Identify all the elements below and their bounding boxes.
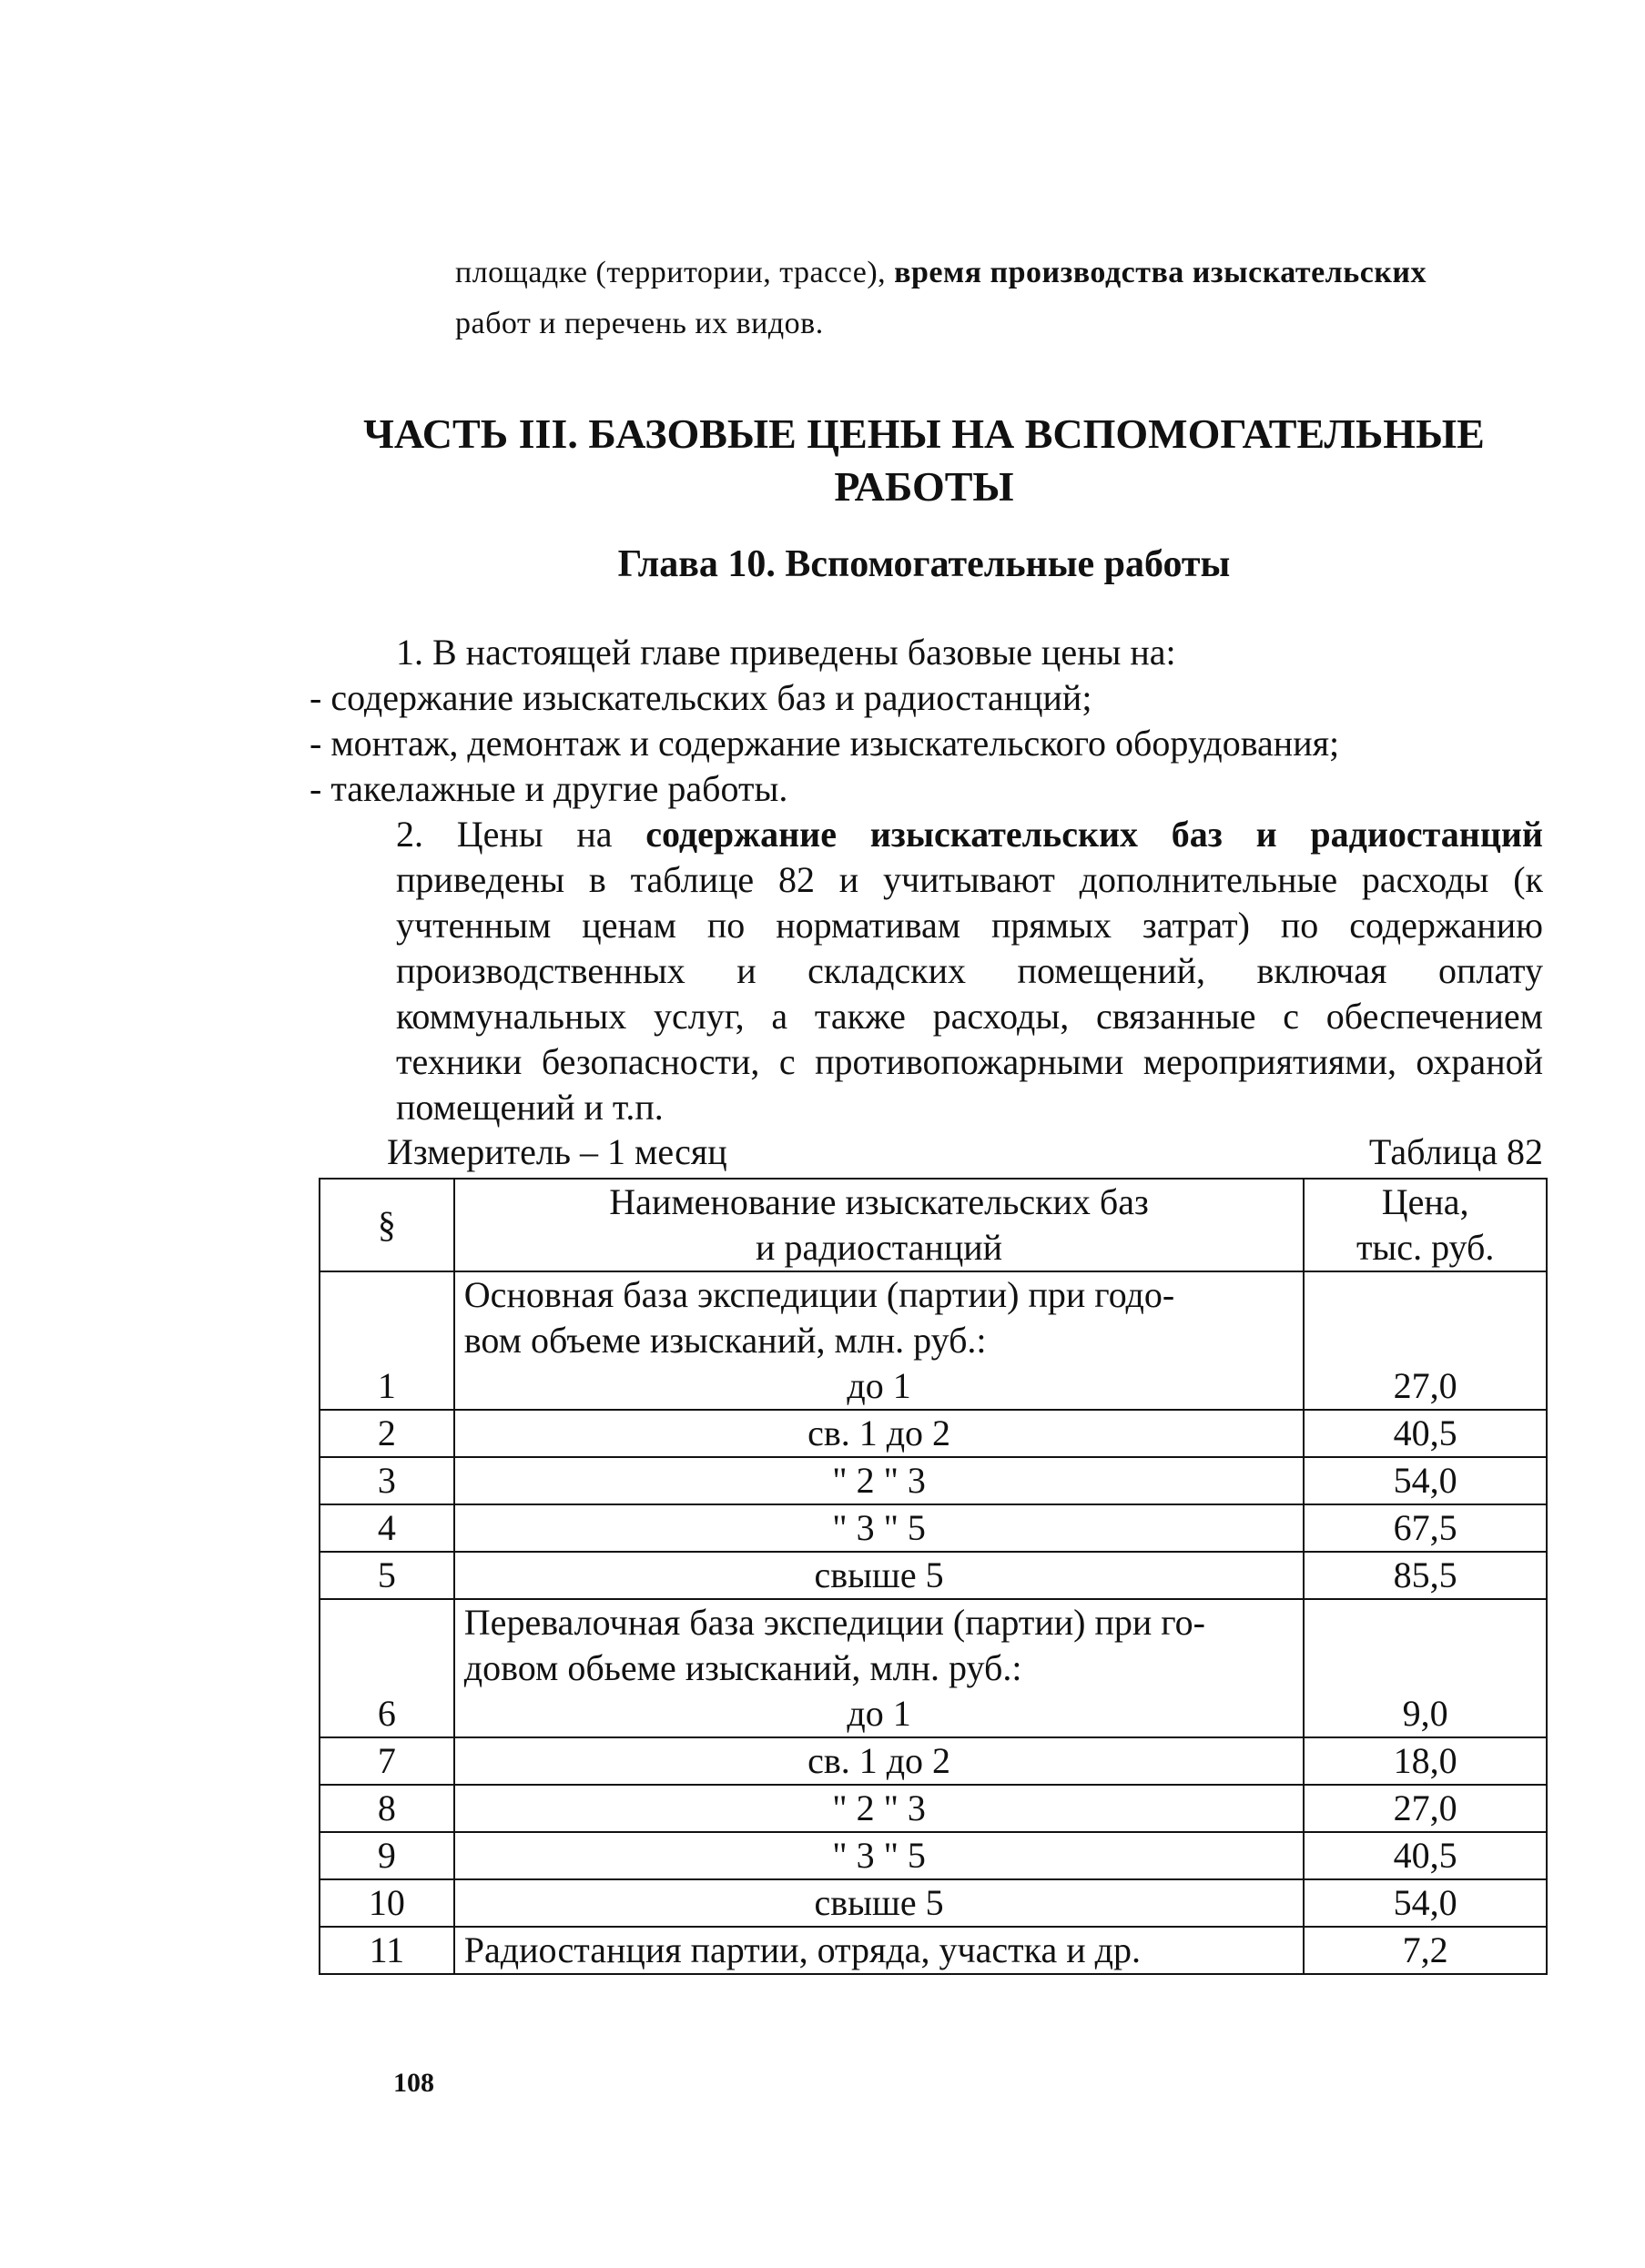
table-row	[320, 1737, 1547, 1785]
part-title-line2: РАБОТЫ	[834, 463, 1014, 510]
row-name: свыше 5	[454, 1552, 1305, 1599]
table-row	[320, 1879, 1547, 1927]
part-title	[337, 408, 1511, 513]
row-price: 54,0	[1304, 1457, 1547, 1504]
row-name: " 2 " 3	[454, 1457, 1305, 1504]
table-unit: Измеритель – 1 месяц	[387, 1131, 727, 1172]
intro-line2: работ и перечень их видов.	[455, 307, 824, 340]
group1-title-line1: Основная база экспедиции (партии) при годо-	[463, 1274, 1175, 1315]
row-name: Радиостанция партии, отряда, участка и др.	[454, 1927, 1305, 1974]
row-number: 11	[320, 1927, 454, 1974]
row-number: 9	[320, 1832, 454, 1879]
row-number: 10	[320, 1879, 454, 1927]
para1-item-1: - содержание изыскательских баз и радиостанций;	[310, 677, 1092, 718]
para2-rest: приведены в таблице 82 и учитывают дополнительные расходы (к учтенным ценам по нормативам прямых затрат) по содержанию производственных и складских помещений, включая оплату коммунальных услуг, а также расходы, связанные с обеспечением техники безопасности, с противопожарными мероприятиями, охраной помещений и т.п.	[396, 859, 1543, 1128]
para1-item-2: - монтаж, демонтаж и содержание изыскательского оборудования;	[310, 723, 1340, 764]
intro-line1-normal: площадке (территории, трассе),	[455, 256, 895, 289]
para2	[310, 812, 1543, 1130]
table-row	[320, 1832, 1547, 1879]
para1-item-3: - такелажные и другие работы.	[310, 768, 788, 809]
row-price: 40,5	[1304, 1410, 1547, 1457]
table-row	[320, 1504, 1547, 1552]
row-name	[454, 1599, 1305, 1737]
table-label: Таблица 82	[1368, 1131, 1543, 1172]
row-number: 2	[320, 1410, 454, 1457]
part-title-line1: ЧАСТЬ III. БАЗОВЫЕ ЦЕНЫ НА ВСПОМОГАТЕЛЬНЫЕ	[363, 410, 1485, 457]
row-number: 4	[320, 1504, 454, 1552]
group2-title-line2: довом обьеме изысканий, млн. руб.:	[463, 1647, 1022, 1688]
row-name-text: до 1	[847, 1693, 911, 1734]
header-price	[1304, 1179, 1547, 1271]
header-price-line2: тыс. руб.	[1356, 1227, 1495, 1268]
row-price: 27,0	[1304, 1785, 1547, 1832]
header-name-line1: Наименование изыскательских баз	[609, 1181, 1149, 1222]
row-number: 7	[320, 1737, 454, 1785]
row-price: 54,0	[1304, 1879, 1547, 1927]
table-row	[320, 1927, 1547, 1974]
row-name: " 3 " 5	[454, 1832, 1305, 1879]
row-name-text: до 1	[847, 1365, 911, 1406]
row-price: 27,0	[1304, 1271, 1547, 1410]
table-row	[320, 1457, 1547, 1504]
row-price: 85,5	[1304, 1552, 1547, 1599]
row-price: 7,2	[1304, 1927, 1547, 1974]
table-row	[320, 1785, 1547, 1832]
para2-number: 2. Цены на	[396, 814, 646, 855]
row-price: 9,0	[1304, 1599, 1547, 1737]
row-name: св. 1 до 2	[454, 1737, 1305, 1785]
chapter-title: Глава 10. Вспомогательные работы	[617, 543, 1231, 585]
row-number: 5	[320, 1552, 454, 1599]
row-price: 18,0	[1304, 1737, 1547, 1785]
body-text	[310, 630, 1543, 1130]
row-name: св. 1 до 2	[454, 1410, 1305, 1457]
price-table	[319, 1178, 1548, 1975]
intro-fragment	[455, 248, 1538, 349]
row-name: " 3 " 5	[454, 1504, 1305, 1552]
row-name: " 2 " 3	[454, 1785, 1305, 1832]
table-caption	[319, 1129, 1543, 1175]
table-header-row	[320, 1179, 1547, 1271]
row-number: 3	[320, 1457, 454, 1504]
header-name	[454, 1179, 1305, 1271]
header-price-line1: Цена,	[1381, 1181, 1469, 1222]
row-number: 6	[320, 1599, 454, 1737]
table-row	[320, 1552, 1547, 1599]
table-row	[320, 1271, 1547, 1410]
row-number: 1	[320, 1271, 454, 1410]
row-name	[454, 1271, 1305, 1410]
para2-bold: содержание изыскательских баз и радиостанций	[645, 814, 1543, 855]
para1-lead: 1. В настоящей главе приведены базовые цены на:	[396, 632, 1176, 673]
row-name: свыше 5	[454, 1879, 1305, 1927]
row-price: 40,5	[1304, 1832, 1547, 1879]
group1-title-line2: вом объеме изысканий, млн. руб.:	[463, 1320, 987, 1361]
row-price: 67,5	[1304, 1504, 1547, 1552]
table-row	[320, 1410, 1547, 1457]
group2-title-line1: Перевалочная база экспедиции (партии) при го-	[463, 1602, 1205, 1643]
page-number: 108	[393, 2068, 434, 2098]
header-name-line2: и радиостанций	[756, 1227, 1003, 1268]
header-section: §	[320, 1179, 454, 1271]
intro-line1-bold: время производства изыскательских	[894, 256, 1427, 289]
row-number: 8	[320, 1785, 454, 1832]
table-row	[320, 1599, 1547, 1737]
